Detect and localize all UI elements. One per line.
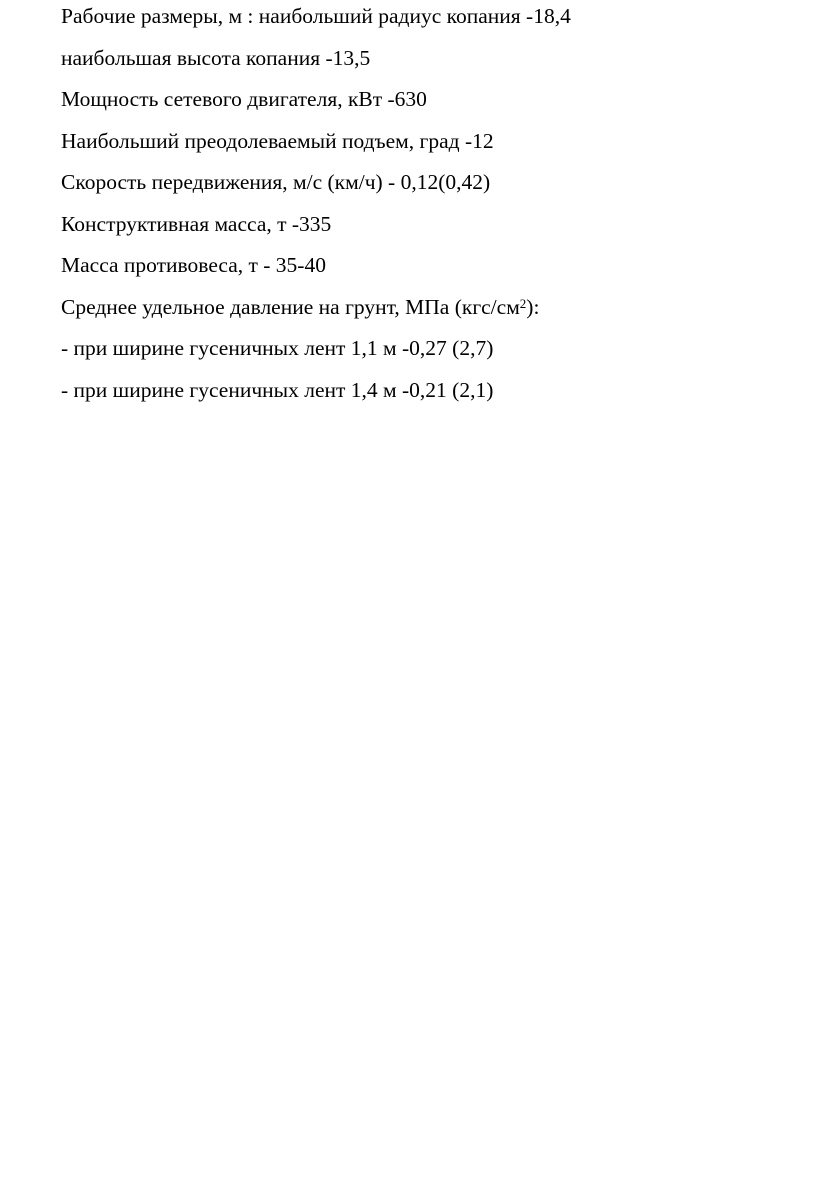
spec-line-track-width-1-4: - при ширине гусеничных лент 1,4 м -0,21 (2,1) [61,377,494,402]
spec-line-max-digging-height: наибольшая высота копания -13,5 [61,45,371,70]
document-body [61,2,801,417]
spec-line-motor-power: Мощность сетевого двигателя, кВт -630 [61,87,427,111]
spec-line-track-width-1-1: - при ширине гусеничных лент 1,1 м -0,27 (2,7) [61,336,494,360]
spec-line-ground-pressure [61,293,801,335]
spec-line-travel-speed: Скорость передвижения, м/с (км/ч) - 0,12(0,42) [61,170,491,194]
ground-pressure-text-end: ): [526,294,540,319]
spec-line-counterweight-mass: Масса противовеса, т - 35-40 [61,253,326,277]
spec-line-working-dimensions: Рабочие размеры, м : наибольший радиус копания -18,4 [61,4,571,28]
ground-pressure-superscript: 2 [519,295,527,311]
spec-line-design-mass: Конструктивная масса, т -335 [61,211,332,236]
spec-line-max-climb-angle: Наибольший преодолеваемый подъем, град -12 [61,128,494,153]
ground-pressure-text: Среднее удельное давление на грунт, МПа (кгс/см [61,294,520,319]
